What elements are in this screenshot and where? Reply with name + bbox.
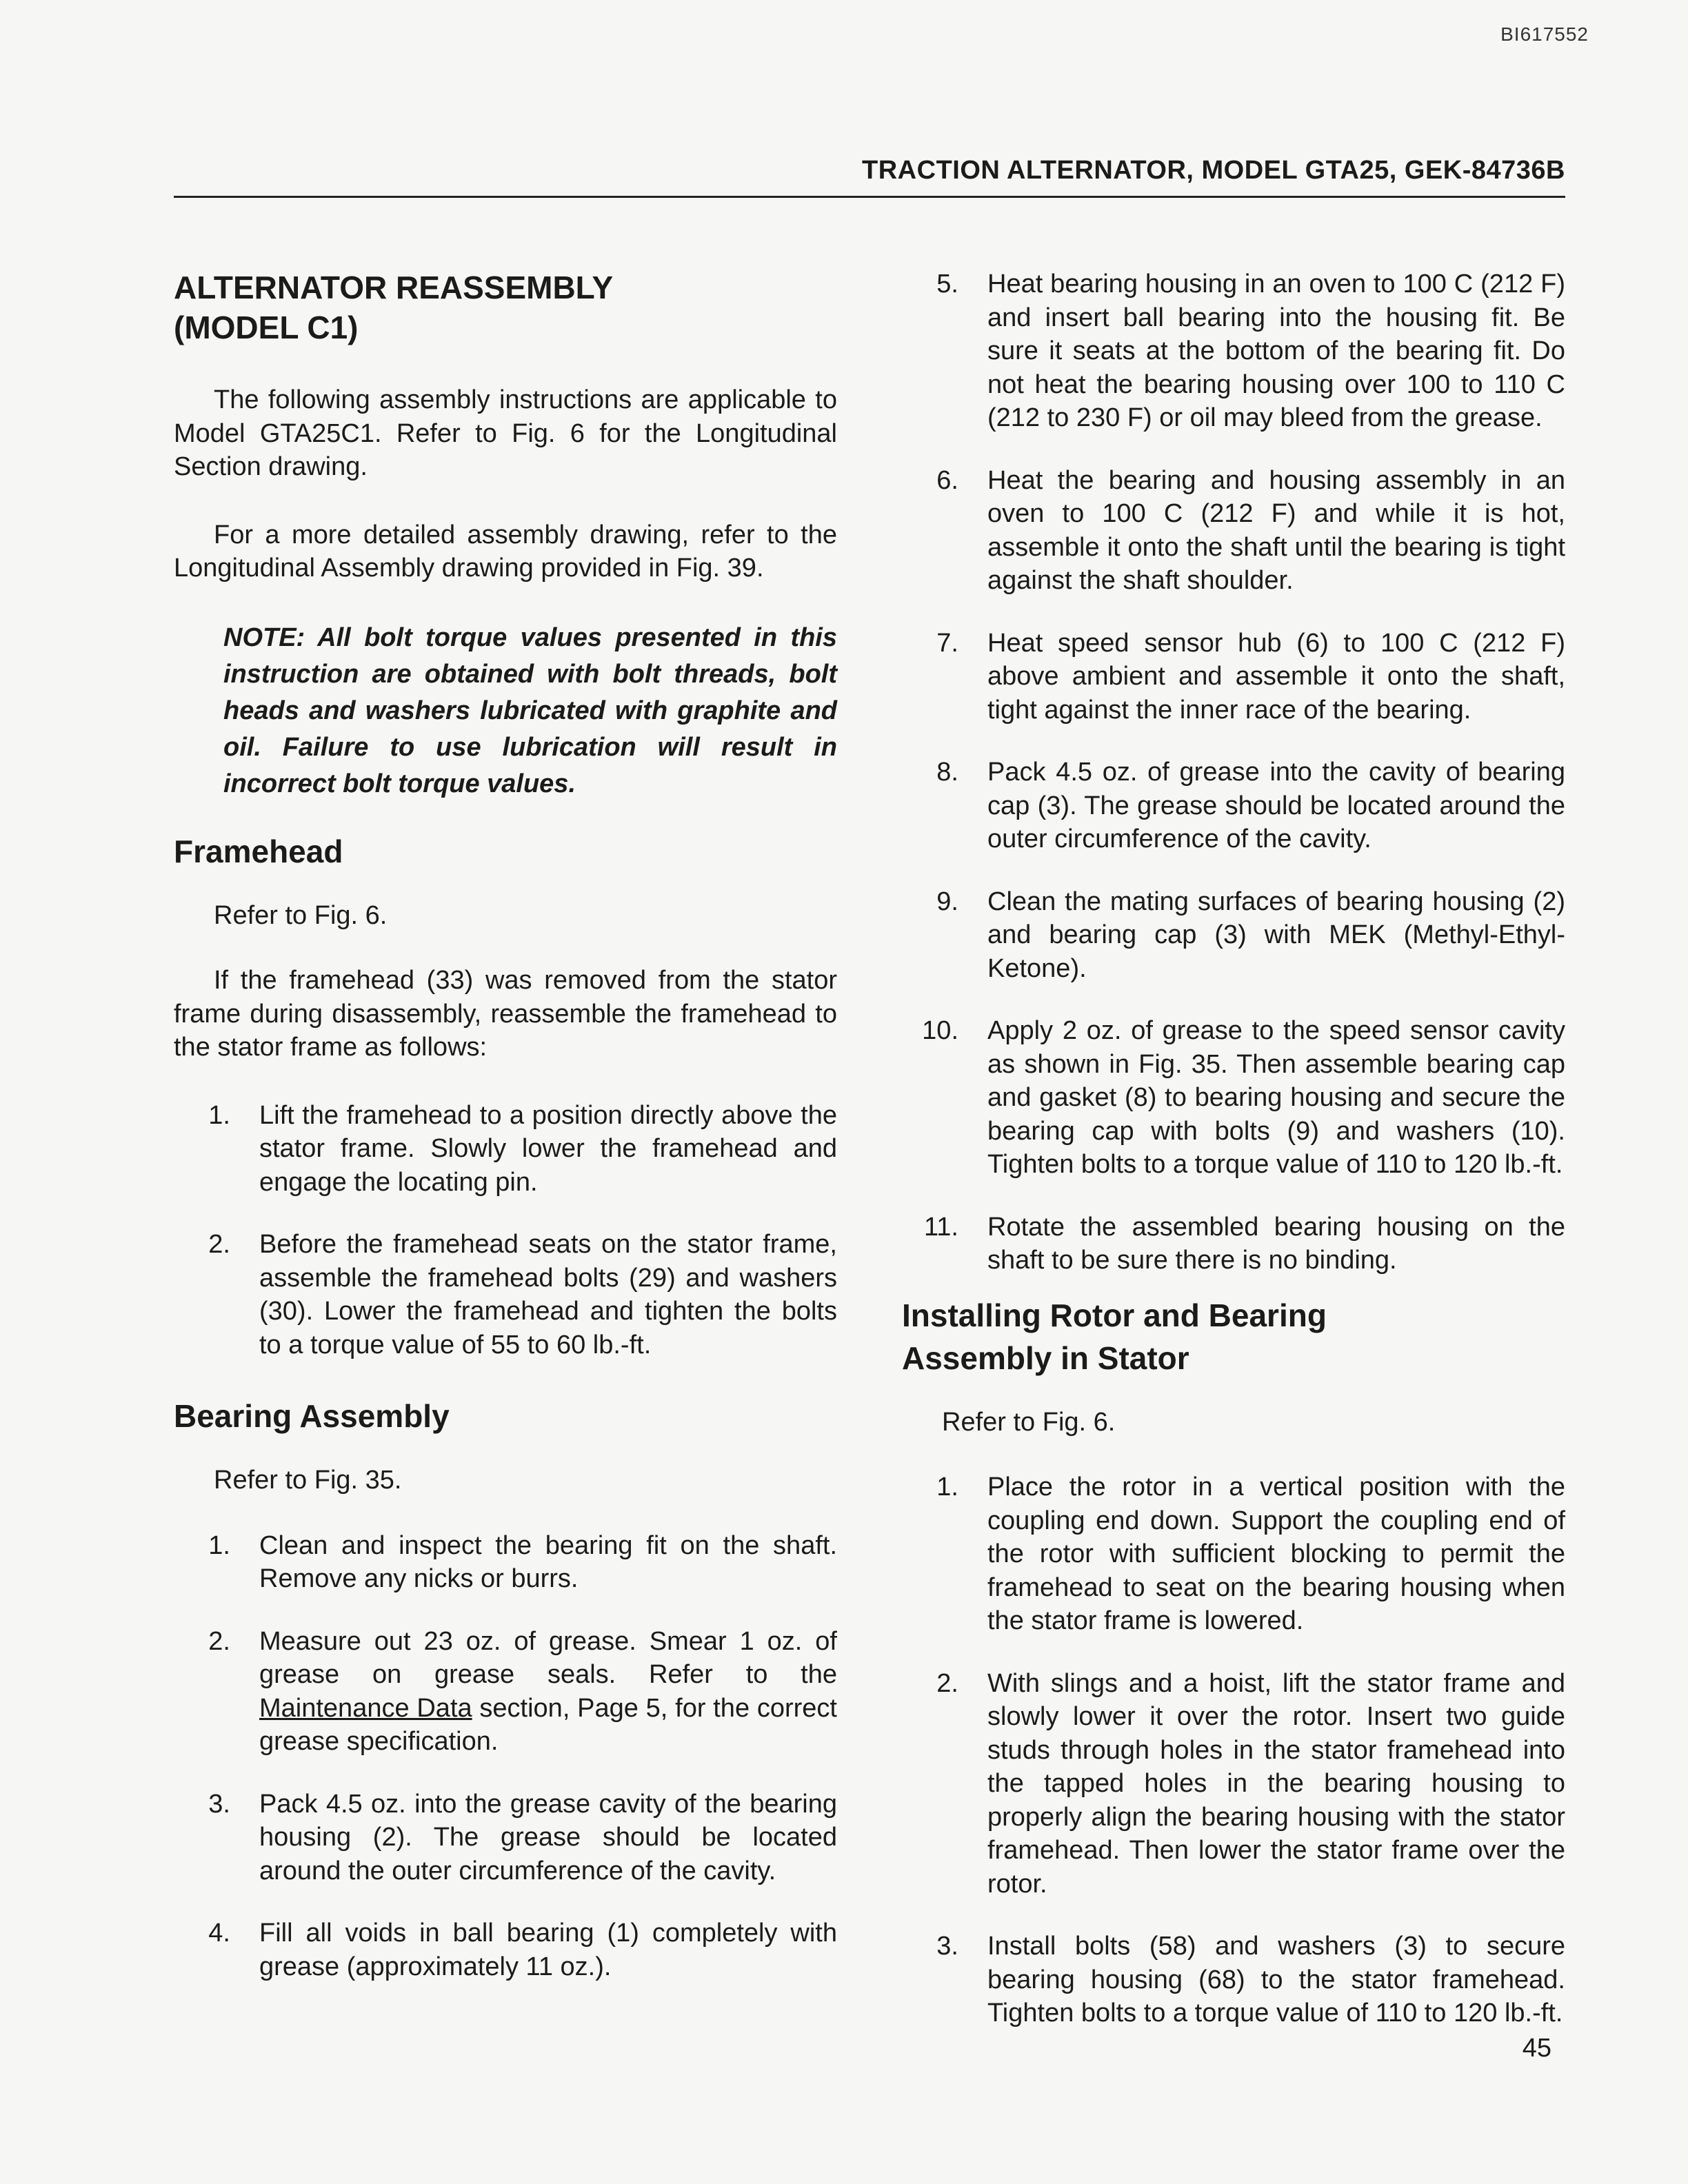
left-column <box>174 267 837 2012</box>
document-id: BI617552 <box>1500 23 1589 45</box>
step-number: 3. <box>936 1932 958 1961</box>
running-header: TRACTION ALTERNATOR, MODEL GTA25, GEK-84736B <box>862 156 1565 185</box>
list-item <box>174 1917 837 1983</box>
step-text: Apply 2 oz. of grease to the speed sensor cavity as shown in Fig. 35. Then assemble bearing cap and gasket (8) to bearing housing and secure the bearing cap with bolts (9) and washers (10). Tighten bolts to a torque value of 110 to 120 lb.-ft. <box>987 1016 1565 1179</box>
list-item <box>902 1470 1565 1638</box>
rotor-reference: Refer to Fig. 6. <box>942 1407 1116 1437</box>
step-number: 7. <box>936 628 958 658</box>
maintenance-data-reference: Maintenance Data <box>259 1693 472 1723</box>
list-item <box>902 1014 1565 1182</box>
list-item <box>902 885 1565 986</box>
right-column <box>902 267 1565 2059</box>
lubrication-note: NOTE: All bolt torque values presented in this instruction are obtained with bolt threads, bolt heads and washers lubricated with graphite and oil. Failure to use lubrication will result in incorrect bolt torque values. <box>223 623 837 798</box>
step-text: Lift the framehead to a position directly above the stator frame. Slowly lower the framehead and engage the locating pin. <box>259 1100 837 1197</box>
list-item <box>902 267 1565 435</box>
installing-rotor-heading <box>902 1294 1565 1379</box>
step-number: 2. <box>208 1230 230 1259</box>
step-number: 5. <box>936 270 958 299</box>
list-item <box>902 756 1565 856</box>
step-text: Pack 4.5 oz. into the grease cavity of the bearing housing (2). The grease should be located around the outer circumference of the cavity. <box>259 1789 837 1885</box>
framehead-steps <box>174 1099 837 1362</box>
step-number: 1. <box>208 1100 230 1130</box>
main-heading <box>174 267 837 347</box>
step-number: 11. <box>923 1212 958 1242</box>
framehead-heading: Framehead <box>174 833 343 869</box>
step-number: 1. <box>208 1530 230 1560</box>
list-item <box>902 464 1565 598</box>
step-text: Place the rotor in a vertical position with the coupling end down. Support the coupling end of the rotor with sufficient blocking to permit the framehead to seat on the bearing housing when the stator frame is lowered. <box>987 1473 1565 1635</box>
list-item <box>174 1529 837 1596</box>
step-text: Rotate the assembled bearing housing on the shaft to be sure there is no binding. <box>987 1212 1565 1275</box>
header-rule <box>174 196 1565 198</box>
step-text: Before the framehead seats on the stator frame, assemble the framehead bolts (29) and washers (30). Lower the framehead and tighten the bolts to a torque value of 55 to 60 lb.-ft. <box>259 1230 837 1359</box>
list-item <box>174 1625 837 1759</box>
step-text-after: section, Page 5, for the correct grease specification. <box>259 1693 837 1756</box>
step-number: 1. <box>936 1473 958 1502</box>
step-text: Heat the bearing and housing assembly in an oven to 100 C (212 F) and while it is hot, assemble it onto the shaft until the bearing is tight against the shaft shoulder. <box>987 465 1565 595</box>
intro-paragraph-1: The following assembly instructions are applicable to Model GTA25C1. Refer to Fig. 6 for the Longitudinal Section drawing. <box>174 385 837 481</box>
bearing-reference: Refer to Fig. 35. <box>214 1466 402 1495</box>
installing-rotor-heading-line1: Installing Rotor and Bearing <box>902 1297 1327 1333</box>
list-item <box>902 1667 1565 1901</box>
page-number: 45 <box>1522 2034 1551 2063</box>
rotor-steps <box>902 1470 1565 2030</box>
list-item <box>174 1228 837 1362</box>
bearing-steps-continued <box>902 267 1565 1277</box>
step-text: Heat speed sensor hub (6) to 100 C (212 F) above ambient and assemble it onto the shaft, tight against the inner race of the bearing. <box>987 628 1565 725</box>
installing-rotor-heading-line2: Assembly in Stator <box>902 1339 1189 1376</box>
intro-paragraph-2: For a more detailed assembly drawing, refer to the Longitudinal Assembly drawing provided in Fig. 39. <box>174 520 837 583</box>
step-text: Heat bearing housing in an oven to 100 C (212 F) and insert ball bearing into the housing fit. Be sure it seats at the bottom of the bearing fit. Do not heat the bearing housing over 100 to 110 C (212 to 230 F) or oil may bleed from the grease. <box>987 270 1565 432</box>
step-number: 2. <box>936 1668 958 1698</box>
step-text: Clean and inspect the bearing fit on the shaft. Remove any nicks or burrs. <box>259 1530 837 1593</box>
bearing-assembly-heading: Bearing Assembly <box>174 1398 450 1434</box>
list-item <box>174 1788 837 1888</box>
step-text: Fill all voids in ball bearing (1) completely with grease (approximately 11 oz.). <box>259 1919 837 1981</box>
step-number: 2. <box>208 1626 230 1656</box>
step-text: Clean the mating surfaces of bearing housing (2) and bearing cap (3) with MEK (Methyl-Ethyl-Ketone). <box>987 887 1565 983</box>
step-number: 8. <box>936 758 958 787</box>
main-heading-line2: (MODEL C1) <box>174 310 359 345</box>
step-number: 4. <box>208 1919 230 1948</box>
step-number: 6. <box>936 465 958 495</box>
framehead-intro: If the framehead (33) was removed from the stator frame during disassembly, reassemble the framehead to the stator frame as follows: <box>174 966 837 1062</box>
step-text: With slings and a hoist, lift the stator frame and slowly lower it over the rotor. Insert two guide studs through holes in the stator framehead into the tapped holes in the bearing housing to properly align the bearing housing with the stator framehead. Then lower the stator frame over the rotor. <box>987 1668 1565 1899</box>
list-item <box>902 627 1565 727</box>
framehead-reference: Refer to Fig. 6. <box>214 900 388 930</box>
step-text-before: Measure out 23 oz. of grease. Smear 1 oz. of grease on grease seals. Refer to the <box>259 1626 837 1689</box>
list-item <box>174 1099 837 1200</box>
step-number: 3. <box>208 1789 230 1819</box>
step-text: Pack 4.5 oz. of grease into the cavity of bearing cap (3). The grease should be located around the outer circumference of the cavity. <box>987 758 1565 853</box>
main-heading-line1: ALTERNATOR REASSEMBLY <box>174 270 614 305</box>
step-number: 9. <box>936 887 958 916</box>
list-item <box>902 1211 1565 1277</box>
bearing-steps <box>174 1529 837 1984</box>
step-text: Install bolts (58) and washers (3) to secure bearing housing (68) to the stator framehead. Tighten bolts to a torque value of 110 to 120 lb.-ft. <box>987 1932 1565 2028</box>
step-number: 10. <box>922 1016 958 1045</box>
list-item <box>902 1930 1565 2030</box>
